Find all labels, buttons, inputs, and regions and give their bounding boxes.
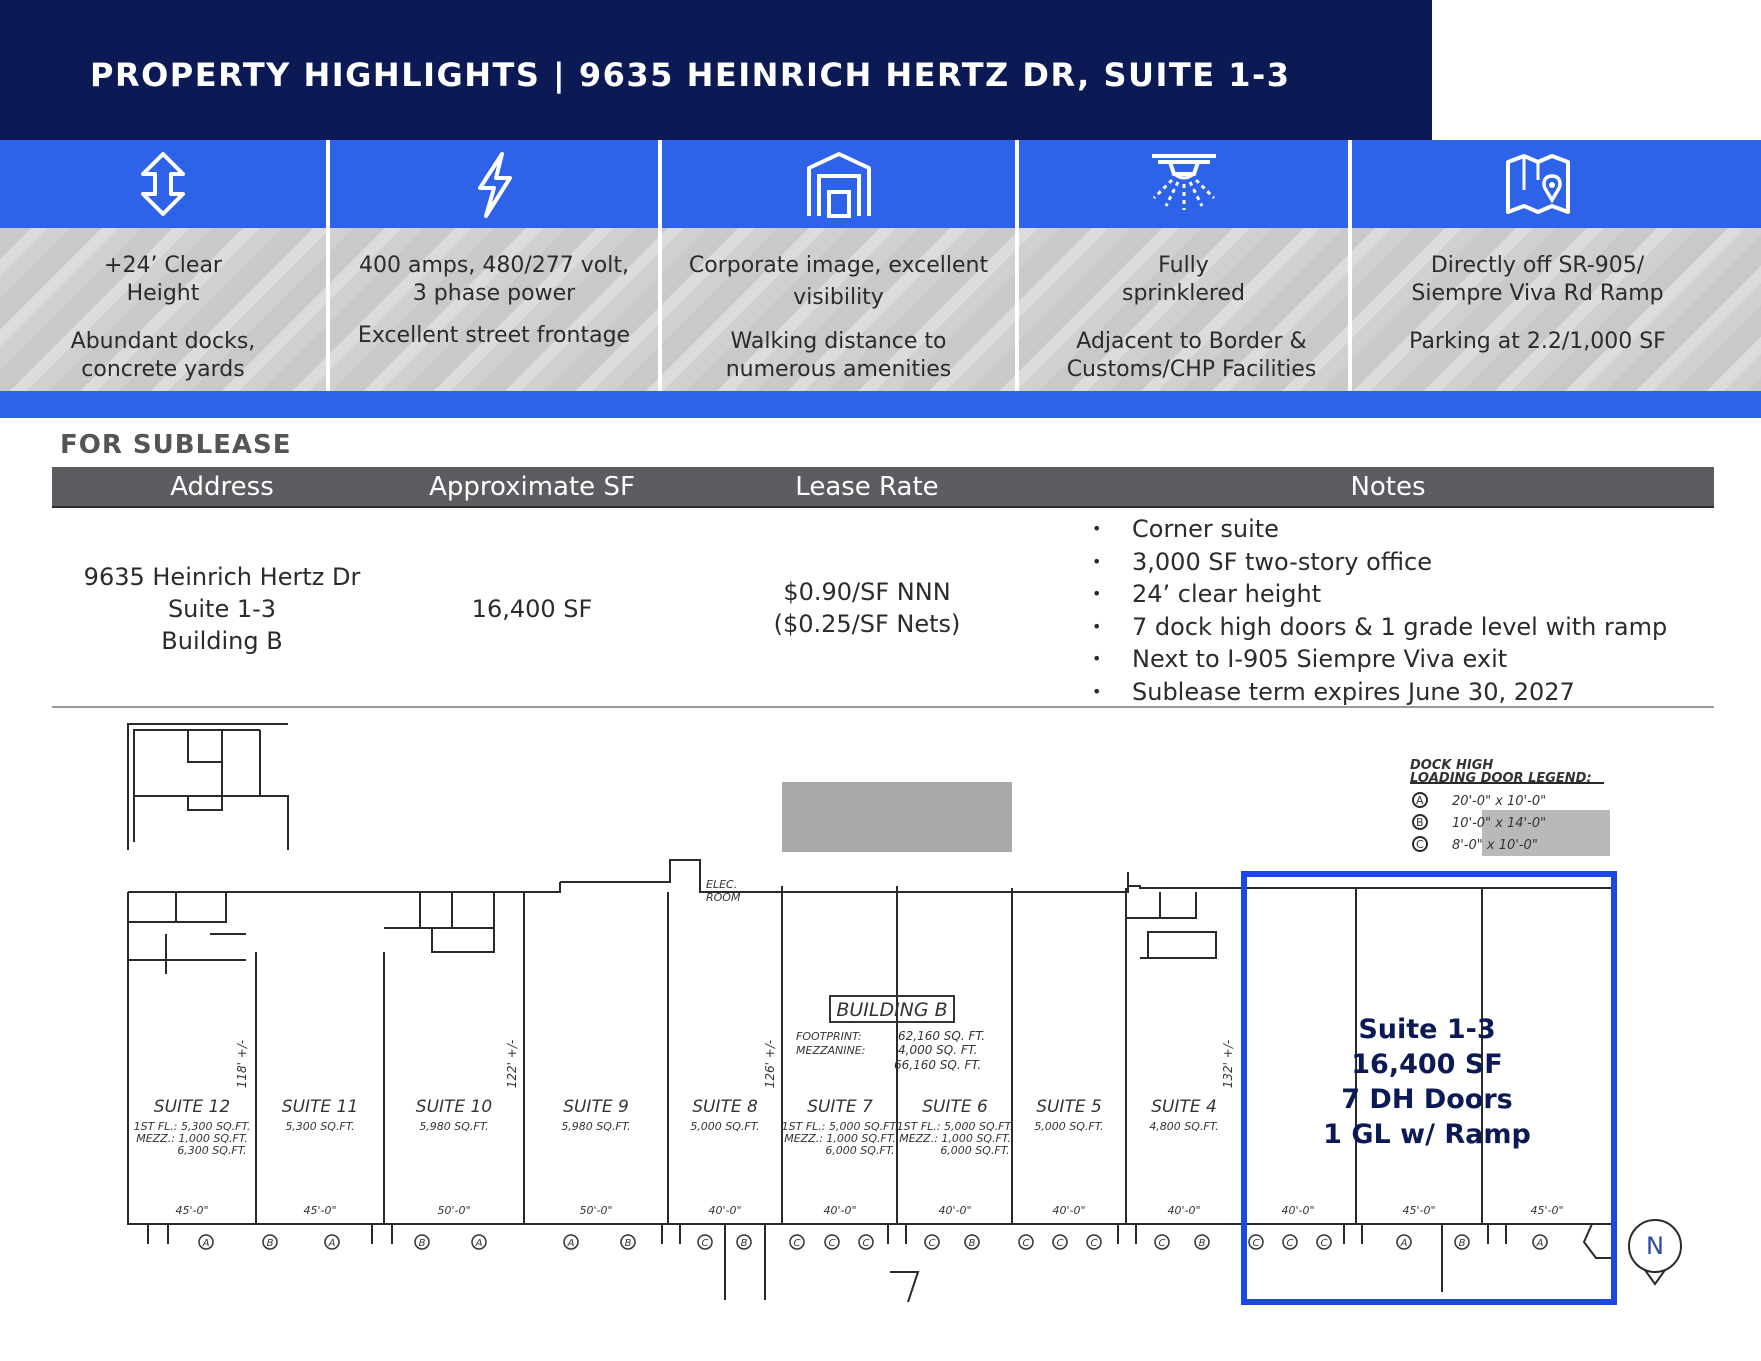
highlight-line: Directly off SR-905/ <box>1430 253 1645 278</box>
loading-door-label: B <box>968 1238 976 1249</box>
highlight-line: Adjacent to Border & <box>1076 329 1307 354</box>
legend-title: DOCK HIGH <box>1410 758 1494 773</box>
address-line: Building B <box>161 627 283 655</box>
suite-area-label: 1ST FL.: 5,300 SQ.FT. <box>133 1120 251 1133</box>
suite-area-label: 1ST FL.: 5,000 SQ.FT. <box>896 1120 1014 1133</box>
highlight-line: Excellent street frontage <box>357 323 631 348</box>
suite-width-label: 40'-0" <box>823 1204 857 1217</box>
loading-door-label: C <box>1056 1238 1064 1249</box>
highlight-line: Siempre Viva Rd Ramp <box>1411 281 1664 306</box>
highlight-line: Walking distance to <box>730 329 947 354</box>
rate-line: ($0.25/SF Nets) <box>773 610 961 638</box>
address-line: Suite 1-3 <box>167 595 277 623</box>
north-label: N <box>1646 1232 1664 1260</box>
lightning-bolt-icon <box>458 150 530 218</box>
column-header-rate: Lease Rate <box>795 472 939 502</box>
elec-room-label: ELEC. <box>706 878 738 891</box>
vertical-dimension-label: 132' +/- <box>1221 1039 1235 1089</box>
suite-area-label: 5,000 SQ.FT. <box>1034 1120 1104 1133</box>
vertical-arrows-icon <box>127 150 199 218</box>
loading-door-label: B <box>1198 1238 1206 1249</box>
highlight-line: Fully <box>1158 253 1209 278</box>
suite-width-label: 40'-0" <box>938 1204 972 1217</box>
suite-width-label: 45'-0" <box>303 1204 337 1217</box>
highlight-line: 3 phase power <box>412 281 576 306</box>
suite-width-label: 40'-0" <box>708 1204 742 1217</box>
loading-door-label: A <box>1536 1238 1544 1249</box>
highlight-line: sprinklered <box>1122 281 1245 306</box>
floor-plan <box>0 712 1761 1361</box>
suite-name-label: SUITE 7 <box>807 1097 873 1117</box>
legend-size: 10'-0" x 14'-0" <box>1452 816 1547 831</box>
loading-door-label: C <box>1286 1238 1294 1249</box>
loading-door-label: C <box>1252 1238 1260 1249</box>
note-item: • Next to I-905 Siempre Viva exit <box>1080 643 1720 676</box>
suite-name-label: SUITE 6 <box>922 1097 988 1117</box>
footprint-value: 62,160 SQ. FT. <box>898 1029 986 1043</box>
suite-width-label: 40'-0" <box>1167 1204 1201 1217</box>
page-title: PROPERTY HIGHLIGHTS | 9635 HEINRICH HERTZ DR, SUITE 1-3 <box>90 56 1291 94</box>
suite-name-label: SUITE 5 <box>1036 1097 1102 1117</box>
rate-line: $0.90/SF NNN <box>783 578 951 606</box>
highlight-line: 400 amps, 480/277 volt, <box>359 253 629 278</box>
suite-width-label: 50'-0" <box>437 1204 471 1217</box>
highlight-line: Abundant docks, <box>70 329 256 354</box>
callout-line: 16,400 SF <box>1351 1049 1503 1080</box>
loading-door-label: B <box>266 1238 274 1249</box>
table-bottom-rule <box>52 706 1714 708</box>
highlight-line: Parking at 2.2/1,000 SF <box>1409 329 1666 354</box>
highlight-line: concrete yards <box>81 357 245 382</box>
note-item: • Corner suite <box>1080 513 1720 546</box>
suite-name-label: SUITE 12 <box>153 1097 231 1117</box>
note-item: • Sublease term expires June 30, 2027 <box>1080 676 1720 709</box>
suite-area-label: 6,000 SQ.FT. <box>940 1144 1010 1157</box>
note-item: • 7 dock high doors & 1 grade level with ramp <box>1080 611 1720 644</box>
vertical-dimension-label: 126' +/- <box>763 1039 777 1089</box>
suite-area-label: 5,980 SQ.FT. <box>419 1120 489 1133</box>
loading-door-label: C <box>928 1238 936 1249</box>
warehouse-icon <box>803 150 875 218</box>
highlight-clear-height <box>0 140 326 391</box>
legend-key: A <box>1416 794 1424 807</box>
address-cell <box>52 561 392 657</box>
column-header-sf: Approximate SF <box>429 472 635 502</box>
legend-size: 8'-0" x 10'-0" <box>1452 838 1538 853</box>
loading-door-label: B <box>1458 1238 1466 1249</box>
loading-door-label: C <box>862 1238 870 1249</box>
suite-area-label: 5,300 SQ.FT. <box>285 1120 355 1133</box>
building-label: BUILDING B <box>836 999 948 1021</box>
suite-area-label: 1ST FL.: 5,000 SQ.FT. <box>781 1120 899 1133</box>
highlight-access <box>1352 140 1723 391</box>
suite-area-label: 6,300 SQ.FT. <box>177 1144 247 1157</box>
suite-width-label: 40'-0" <box>1052 1204 1086 1217</box>
legend-key: B <box>1416 816 1424 829</box>
column-header-notes: Notes <box>1350 472 1426 502</box>
loading-door-label: C <box>1090 1238 1098 1249</box>
address-line: 9635 Heinrich Hertz Dr <box>83 563 361 591</box>
suite-area-label: 6,000 SQ.FT. <box>825 1144 895 1157</box>
highlight-line: Corporate image, excellent <box>688 253 989 278</box>
loading-door-label: C <box>1158 1238 1166 1249</box>
rate-cell <box>672 576 1062 640</box>
mezzanine-label: MEZZANINE: <box>796 1044 866 1057</box>
suite-area-label: MEZZ.: 1,000 SQ.FT. <box>899 1132 1011 1145</box>
note-item: • 24’ clear height <box>1080 578 1720 611</box>
footprint-label: FOOTPRINT: <box>796 1030 862 1043</box>
callout-line: Suite 1-3 <box>1358 1014 1496 1045</box>
suite-name-label: SUITE 8 <box>692 1097 758 1117</box>
suite-width-label: 45'-0" <box>175 1204 209 1217</box>
loading-door-label: A <box>475 1238 483 1249</box>
vertical-dimension-label: 122' +/- <box>505 1039 519 1089</box>
suite-name-label: SUITE 10 <box>415 1097 493 1117</box>
suite-area-label: 5,980 SQ.FT. <box>561 1120 631 1133</box>
suite-area-label: 5,000 SQ.FT. <box>690 1120 760 1133</box>
highlight-line: numerous amenities <box>725 357 952 382</box>
suite-callout <box>1252 1012 1602 1152</box>
suite-area-label: 4,800 SQ.FT. <box>1149 1120 1219 1133</box>
loading-door-label: C <box>793 1238 801 1249</box>
suite-area-label: MEZZ.: 1,000 SQ.FT. <box>136 1132 248 1145</box>
legend-key: C <box>1416 838 1424 851</box>
loading-door-label: C <box>1022 1238 1030 1249</box>
loading-door-label: C <box>828 1238 836 1249</box>
loading-door-label: B <box>418 1238 426 1249</box>
loading-door-label: A <box>202 1238 210 1249</box>
elec-room-label: ROOM <box>706 891 741 904</box>
total-value: 66,160 SQ. FT. <box>894 1058 982 1072</box>
suite-name-label: SUITE 9 <box>563 1097 629 1117</box>
highlight-line: +24’ Clear <box>104 253 222 278</box>
suite-width-label: 40'-0" <box>1281 1204 1315 1217</box>
notes-list <box>1080 513 1720 708</box>
sprinkler-icon <box>1148 150 1220 218</box>
table-header-row <box>52 467 1714 508</box>
mezzanine-value: 4,000 SQ. FT. <box>898 1043 978 1057</box>
sf-cell: 16,400 SF <box>471 595 593 623</box>
legend-size: 20'-0" x 10'-0" <box>1452 794 1547 809</box>
highlight-visibility <box>662 140 1015 391</box>
loading-door-label: A <box>567 1238 575 1249</box>
vertical-dimension-label: 118' +/- <box>235 1039 249 1089</box>
highlight-sprinklered <box>1019 140 1348 391</box>
loading-door-label: B <box>624 1238 632 1249</box>
legend-title: LOADING DOOR LEGEND: <box>1410 771 1592 786</box>
suite-width-label: 45'-0" <box>1402 1204 1436 1217</box>
suite-name-label: SUITE 4 <box>1151 1097 1217 1117</box>
suite-width-label: 50'-0" <box>579 1204 613 1217</box>
highlight-power <box>330 140 658 391</box>
loading-door-label: A <box>328 1238 336 1249</box>
loading-door-label: A <box>1400 1238 1408 1249</box>
map-pin-icon <box>1502 150 1574 218</box>
suite-width-label: 45'-0" <box>1530 1204 1564 1217</box>
page-header <box>0 0 1432 140</box>
loading-door-label: C <box>701 1238 709 1249</box>
highlight-line: Customs/CHP Facilities <box>1066 357 1317 382</box>
callout-line: 7 DH Doors <box>1341 1084 1513 1115</box>
sublease-title: FOR SUBLEASE <box>60 430 292 460</box>
column-header-address: Address <box>170 472 274 502</box>
callout-line: 1 GL w/ Ramp <box>1323 1119 1531 1150</box>
loading-door-label: B <box>740 1238 748 1249</box>
highlight-line: visibility <box>793 285 884 310</box>
highlight-line: Height <box>126 281 200 306</box>
loading-door-label: C <box>1320 1238 1328 1249</box>
suite-name-label: SUITE 11 <box>281 1097 359 1117</box>
note-item: • 3,000 SF two-story office <box>1080 546 1720 579</box>
suite-area-label: MEZZ.: 1,000 SQ.FT. <box>784 1132 896 1145</box>
highlights-bottom-strip <box>0 391 1761 418</box>
